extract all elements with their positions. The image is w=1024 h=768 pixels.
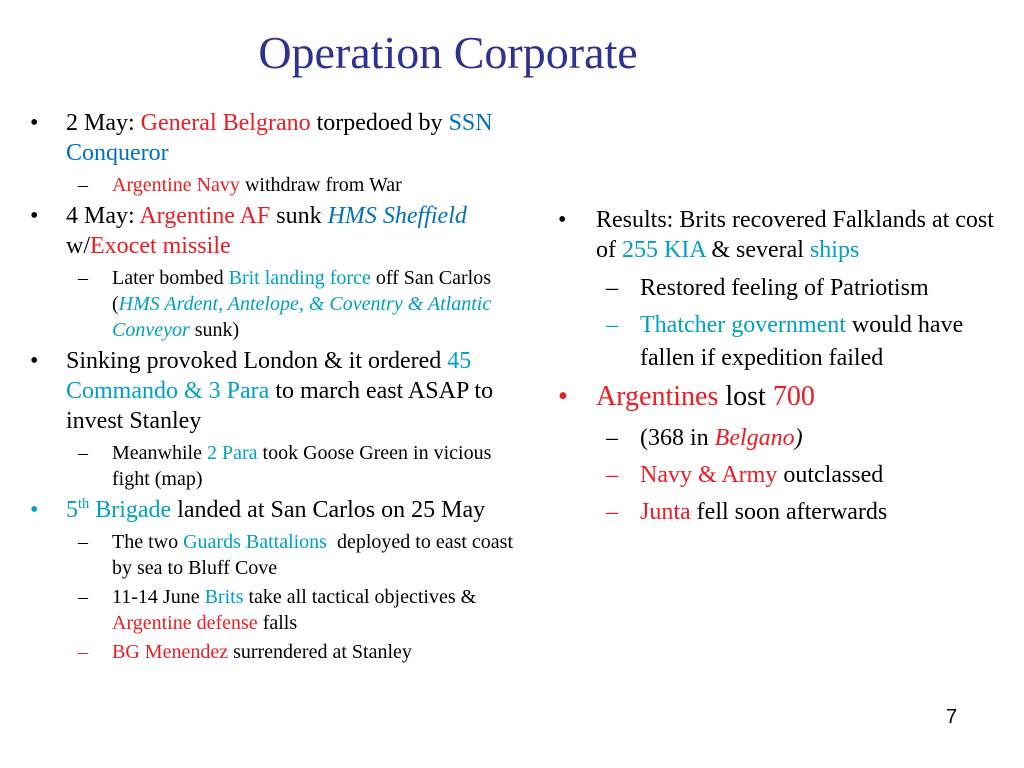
highlight-commando-para: 45 Commando & 3 Para [66,348,472,404]
subbullet-thatcher [558,309,1018,375]
subbullet-goose-green [30,440,520,492]
bullet-text: 2 May: [66,110,141,136]
subbullet-belgano [558,422,1018,455]
left-column [30,108,520,668]
highlight-ships-sunk: HMS Ardent, Antelope, & Coventry & Atlantic Conveyor [112,293,492,341]
dash-marker: – [606,462,618,488]
highlight-navy-army: Navy & Army [640,462,778,488]
subbullet-text: Restored feeling of Patriotism [640,275,929,301]
bullet-5th-brigade [30,495,520,525]
highlight-brit-landing-force: Brit landing force [228,267,371,289]
dash-marker: – [606,499,618,525]
dash-marker: – [78,442,88,464]
dash-marker: – [78,267,88,289]
highlight-ships: ships [809,237,860,263]
subbullet-text: The two [112,531,184,553]
highlight-brits: Brits [204,586,244,608]
subbullet-text: Meanwhile [112,442,207,464]
bullet-sheffield [30,201,520,261]
bullet-marker: • [30,497,39,523]
ordinal-number: 5 [66,497,78,523]
bullet-marker: • [30,110,39,136]
highlight-belgano: Belgano [714,425,795,451]
right-column [558,205,1018,533]
highlight-ssn-conqueror: SSN Conqueror [66,110,493,166]
highlight-brigade: Brigade [89,497,172,523]
bullet-results [558,205,1018,265]
highlight-2-para: 2 Para [206,442,258,464]
bullet-argentines-lost [558,379,1018,415]
bullet-london-order [30,346,520,436]
subbullet-junta [558,496,1018,529]
dash-marker: – [606,312,618,338]
subbullet-text: falls [257,612,298,634]
bullet-marker: • [30,203,39,229]
dash-marker: – [78,531,88,553]
highlight-exocet: Exocet missile [90,233,231,259]
bullet-belgrano [30,108,520,168]
bullet-marker: • [558,381,568,412]
subbullet-guards [30,529,520,581]
subbullet-text: withdraw from War [239,174,402,196]
highlight-general-belgrano: General Belgrano [140,110,311,136]
subbullet-text: take all tactical objectives & [243,586,477,608]
subbullet-text: deployed to east coast by sea to Bluff Cove [112,531,519,579]
bullet-marker: • [30,348,39,374]
subbullet-text: Later bombed [112,267,229,289]
subbullet-text: outclassed [777,462,884,488]
dash-marker: – [606,425,618,451]
bullet-text: sunk [270,203,328,229]
ordinal-suffix: th [78,496,90,512]
highlight-argentine-navy: Argentine Navy [112,174,240,196]
subbullet-text: sunk) [189,319,240,341]
highlight-argentine-af: Argentine AF [139,203,271,229]
subbullet-san-carlos [30,265,520,343]
subbullet-text: (368 in [640,425,715,451]
bullet-text: to march east ASAP to invest Stanley [66,378,494,434]
bullet-text: landed at San Carlos on 25 May [171,497,486,523]
highlight-junta: Junta [640,499,691,525]
bullet-text: & several [705,237,810,263]
highlight-guards-battalions: Guards Battalions [183,531,327,553]
bullet-text: w/ [66,233,90,259]
bullet-text: 4 May: [66,203,140,229]
bullet-text: torpedoed by [310,110,449,136]
highlight-255-kia: 255 KIA [622,237,706,263]
subbullet-patriotism [558,272,1018,305]
subbullet-outclassed [558,459,1018,492]
subbullet-text: 11-14 June [112,586,205,608]
subbullet-text: off San Carlos ( [112,267,491,315]
bullet-text: Sinking provoked London & it ordered [66,348,448,374]
highlight-argentine-defense: Argentine defense [112,612,258,634]
highlight-argentines: Argentines [596,381,719,412]
subbullet-navy-withdraw [30,172,520,198]
highlight-hms-sheffield: HMS Sheffield [327,203,467,229]
subbullet-menendez [30,639,520,665]
highlight-thatcher-government: Thatcher government [640,312,846,338]
slide-title: Operation Corporate [258,27,638,78]
dash-marker: – [78,586,88,608]
dash-marker: – [78,641,88,663]
subbullet-june [30,584,520,636]
subbullet-text: took Goose Green in vicious fight (map) [112,442,492,490]
dash-marker: – [606,275,618,301]
bullet-text: lost [718,381,773,412]
bullet-marker: • [558,207,567,233]
highlight-bg-menendez: BG Menendez [112,641,229,663]
subbullet-text: surrendered at Stanley [228,641,412,663]
highlight-5th [66,497,171,523]
page-number: 7 [946,706,958,728]
subbullet-text: fell soon afterwards [690,499,888,525]
highlight-700: 700 [772,381,815,412]
subbullet-text: ) [794,425,803,451]
subbullet-text: would have fallen if expedition failed [640,312,964,371]
bullet-text: Results: Brits recovered Falklands at cost of [596,207,994,263]
dash-marker: – [78,174,88,196]
